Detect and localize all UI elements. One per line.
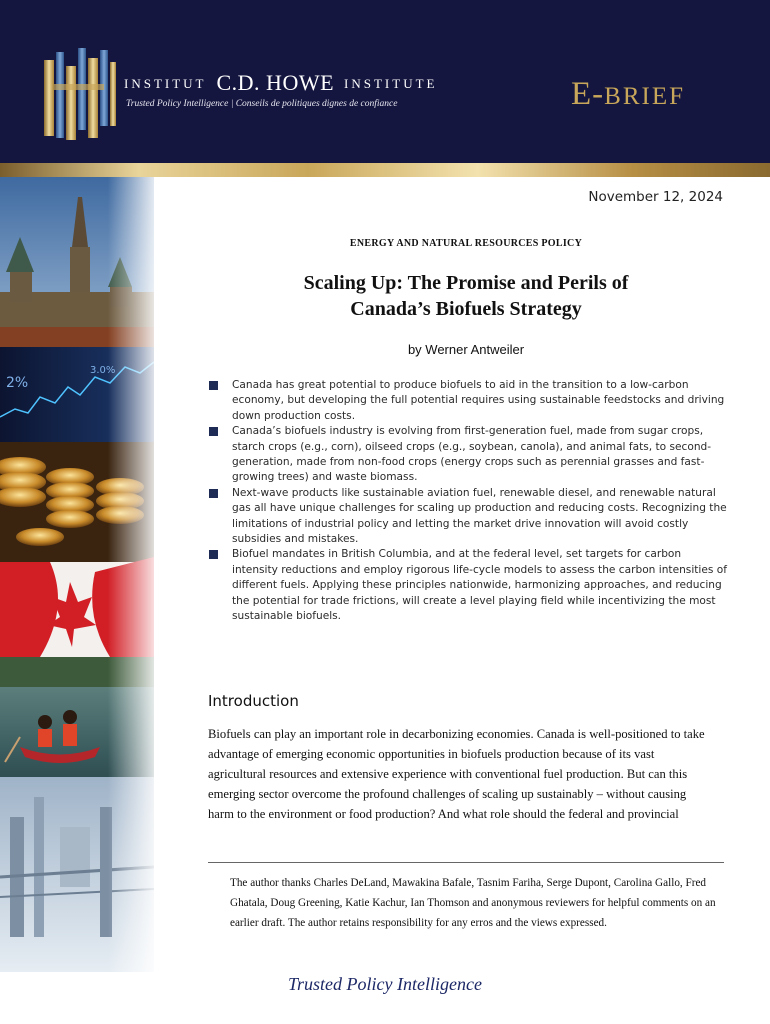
header-tagline: Trusted Policy Intelligence | Conseils de politiques dignes de confiance bbox=[126, 99, 398, 109]
document-title bbox=[208, 270, 724, 322]
institute-logo-icon bbox=[40, 44, 118, 142]
bullet-square-icon bbox=[209, 489, 218, 498]
header-banner bbox=[0, 0, 770, 163]
brand-name: C.D. HOWE bbox=[216, 70, 335, 95]
key-points-list bbox=[208, 378, 728, 625]
key-point bbox=[208, 424, 728, 486]
key-point-text: Biofuel mandates in British Columbia, and at the federal level, set targets for carbon intensity reductions and employ rigorous life-cycle models to assess the carbon intensities of different fuels. Applying these principles nationwide, harmonizing approaches, and reducing the potential for trade frictions, will create a level playing field while incentivizing the most sustainable biofuels. bbox=[232, 548, 727, 623]
key-point bbox=[208, 486, 728, 548]
key-point bbox=[208, 378, 728, 424]
series-label bbox=[571, 76, 721, 113]
series-label-suffix: BRIEF bbox=[604, 83, 686, 110]
publication-date: November 12, 2024 bbox=[588, 189, 723, 205]
introduction-paragraph: Biofuels can play an important role in decarbonizing economies. Canada is well-positioned to take advantage of emerging economic opportunities in biofuels production because of its vast agricultural resources and extensive experience with conventional fuel production. But can this emerging sector overcome the profound challenges of scaling up sustainably – without causing harm to the environment or food production? And what role should the federal and provincial bbox=[208, 727, 705, 821]
brand-french: INSTITUT bbox=[124, 76, 207, 91]
key-point-text: Canada has great potential to produce biofuels to aid in the transition to a low-carbon economy, but developing the full potential requires using sustainable feedstocks and driving down production costs. bbox=[232, 379, 725, 422]
policy-category: ENERGY AND NATURAL RESOURCES POLICY bbox=[349, 238, 583, 249]
bullet-square-icon bbox=[209, 381, 218, 390]
introduction-heading: Introduction bbox=[208, 692, 299, 710]
bullet-square-icon bbox=[209, 550, 218, 559]
author-byline: by Werner Antweiler bbox=[407, 342, 525, 357]
bullet-square-icon bbox=[209, 427, 218, 436]
key-point-text: Canada’s biofuels industry is evolving from first-generation fuel, made from sugar crops, starch crops (e.g., corn), oilseed crops (e.g., soybean, canola), and animal fats, to second-generation, made from non-food crops (energy crops such as perennial grasses and fast-growing trees) and waste biomass. bbox=[232, 425, 712, 484]
title-line-2: Canada’s Biofuels Strategy bbox=[350, 298, 582, 320]
key-point bbox=[208, 547, 728, 624]
footnote-divider bbox=[208, 862, 724, 863]
gold-divider bbox=[0, 163, 770, 177]
collage-image bbox=[0, 177, 154, 972]
key-point-text: Next-wave products like sustainable aviation fuel, renewable diesel, and renewable natural gas all have unique challenges for scaling up production and reducing costs. Recognizing the limitations of industrial policy and letting the market drive innovation will avoid costly subsidies and mistakes. bbox=[232, 486, 727, 546]
acknowledgement-footnote: The author thanks Charles DeLand, Mawakina Bafale, Tasnim Fariha, Serge Dupont, Carolina Gallo, Fred Ghatala, Doug Greening, Katie Kachur, Ian Thomson and anonymous reviewers for helpful comments on an earlier draft. The author retains responsibility for any erros and the views expressed. bbox=[230, 877, 716, 929]
series-label-prefix: E- bbox=[571, 76, 605, 112]
brand-english: INSTITUTE bbox=[344, 76, 438, 91]
institute-wordmark bbox=[124, 70, 438, 95]
footer-tagline: Trusted Policy Intelligence bbox=[288, 974, 482, 994]
title-line-1: Scaling Up: The Promise and Perils of bbox=[303, 272, 629, 294]
cover-photo-collage bbox=[0, 177, 154, 972]
